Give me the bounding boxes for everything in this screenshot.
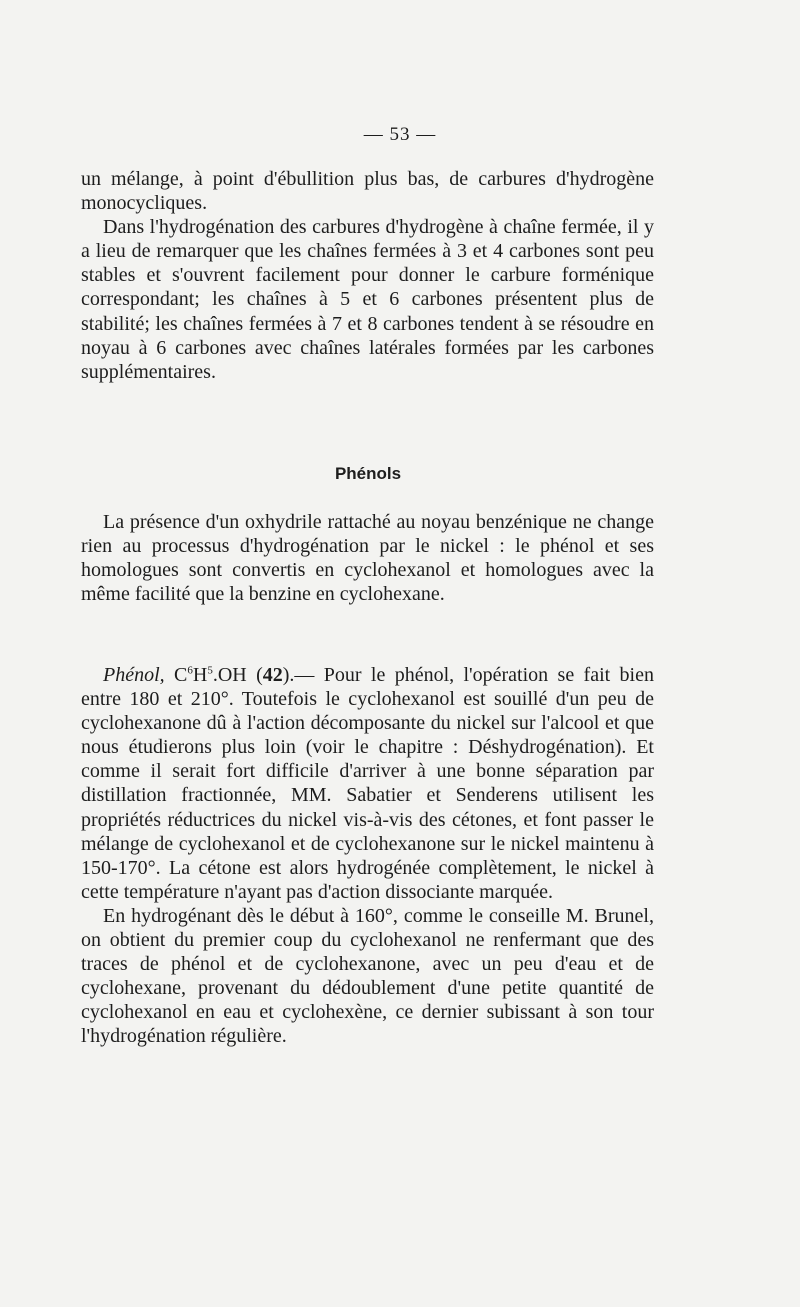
page-number: — 53 — <box>363 124 437 145</box>
text-block-phenols <box>81 510 654 606</box>
section-heading: Phénols <box>334 464 402 483</box>
paragraph-brunel: En hydrogénant dès le début à 160°, comme le conseille M. Brunel, on obtient du premier coup du cyclohexanol ne renfermant que des traces de phénol et de cyclohexanone, avec un peu d'eau et de cyclohexane, provenant du dédoublement d'une petite quantité de cyclohexanol en eau et cyclohexène, ce dernier subissant à son tour l'hydrogénation régulière. <box>81 904 654 1048</box>
paragraph-continuation: un mélange, à point d'ébullition plus bas, de carbures d'hydrogène monocycliques. <box>81 168 654 215</box>
chemical-formula: $C^6H^5.OH$ <box>174 664 247 686</box>
paragraph-hydrogenation: Dans l'hydrogénation des carbures d'hydrogène à chaîne fermée, il y a lieu de remarquer que les chaînes fermées à 3 et 4 carbones sont peu stables et s'ouvrent facilement pour donner le carbure forménique correspondant; les chaînes à 5 et 6 carbones présentent plus de stabilité; les chaînes fermées à 7 et 8 carbones tendent à se résoudre en noyau à 6 carbones avec chaînes latérales formées par les carbones supplémentaires. <box>81 216 654 383</box>
text-block-intro <box>81 167 654 384</box>
text-block-phenol <box>81 663 654 1049</box>
reference: (42). <box>256 664 295 686</box>
paragraph-phenol <box>81 663 654 904</box>
paragraph-phenols-intro: La présence d'un oxhydrile rattaché au noyau benzénique ne change rien au processus d'hydrogénation par le nickel : le phénol et ses homologues sont convertis en cyclohexanol et homologues avec la même facilité que la benzine en cyclohexane. <box>81 511 654 606</box>
phenol-text: — Pour le phénol, l'opération se fait bien entre 180 et 210°. Toutefois le cyclohexanol est souillé d'un peu de cyclohexanone dû à l'action décomposante du nickel sur l'alcool et que nous étudierons plus loin (voir le chapitre : Déshydrogénation). Et comme il serait fort difficile d'arriver à une bonne séparation par distillation fractionnée, MM. Sabatier et Senderens utilisent les propriétés réductrices du nickel vis-à-vis des cétones, et font passer le mélange de cyclohexanol et de cyclohexanone sur le nickel maintenu à 150-170°. La cétone est alors hydrogénée complètement, le nickel à cette température n'ayant pas d'action dissociante marquée. <box>81 664 654 903</box>
phenol-name: Phénol, <box>103 664 165 686</box>
